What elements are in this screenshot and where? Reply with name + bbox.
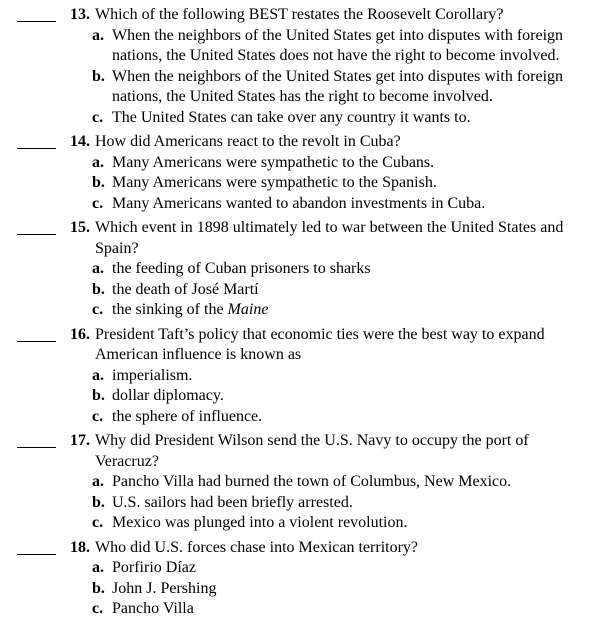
option-list: [0, 259, 603, 321]
option-letter: c.: [92, 301, 104, 318]
question-header: [0, 325, 603, 366]
option-text: U.S. sailors had been briefly arrested.: [112, 493, 353, 511]
option-c: [0, 599, 603, 620]
question-header: [0, 132, 603, 153]
option-text: When the neighbors of the United States get into disputes with foreign nations, the United States does not have the right to become involved.: [112, 26, 564, 64]
question-header: [0, 431, 603, 472]
question-13: [0, 5, 603, 128]
question-number: 17.: [70, 432, 90, 449]
answer-blank: [17, 21, 56, 22]
option-letter: c.: [92, 514, 104, 531]
question-number: 14.: [70, 133, 90, 150]
option-a: [0, 366, 603, 387]
option-text: imperialism.: [112, 366, 193, 384]
option-c: [0, 407, 603, 428]
option-b: [0, 67, 603, 108]
question-text: Which of the following BEST restates the Roosevelt Corollary?: [95, 6, 504, 23]
question-16: [0, 325, 603, 428]
option-letter: b.: [92, 493, 105, 511]
option-letter: a.: [92, 559, 104, 576]
option-letter: c.: [92, 600, 104, 617]
answer-blank: [17, 554, 56, 555]
ship-name: Maine: [227, 301, 269, 318]
option-a: [0, 259, 603, 280]
question-text: Who did U.S. forces chase into Mexican territory?: [95, 538, 419, 556]
question-text: President Taft’s policy that economic ties were the best way to expand American influence is known as: [95, 325, 545, 363]
question-number: 13.: [70, 6, 90, 23]
option-text: Porfirio Díaz: [112, 559, 196, 576]
option-letter: a.: [92, 26, 104, 44]
option-letter: c.: [92, 194, 104, 212]
option-text: Many Americans were sympathetic to the Cubans.: [112, 153, 435, 171]
question-18: [0, 538, 603, 620]
answer-blank: [17, 148, 56, 149]
option-c: [0, 108, 603, 129]
option-list: [0, 366, 603, 428]
question-header: [0, 538, 603, 559]
question-text: Why did President Wilson send the U.S. Navy to occupy the port of Veracruz?: [95, 432, 529, 470]
option-c: [0, 194, 603, 215]
option-b: [0, 493, 603, 514]
option-text: The United States can take over any country it wants to.: [112, 108, 471, 126]
question-15: [0, 218, 603, 321]
option-text: Many Americans wanted to abandon investments in Cuba.: [112, 194, 486, 212]
option-letter: a.: [92, 366, 104, 384]
option-text: the sphere of influence.: [112, 407, 263, 425]
question-number: 15.: [70, 219, 90, 236]
quiz-document: [0, 5, 603, 620]
option-letter: b.: [92, 387, 105, 404]
option-list: [0, 472, 603, 534]
option-c: [0, 513, 603, 534]
question-14: [0, 132, 603, 214]
question-header: [0, 5, 603, 26]
option-letter: c.: [92, 108, 104, 126]
option-b: [0, 386, 603, 407]
option-text: Pancho Villa: [112, 600, 194, 617]
option-text: [112, 300, 585, 321]
question-header: [0, 218, 603, 259]
option-c: [0, 300, 603, 321]
option-letter: b.: [92, 67, 105, 85]
answer-blank: [17, 234, 56, 235]
option-a: [0, 472, 603, 493]
option-letter: b.: [92, 579, 105, 597]
question-number: 16.: [70, 325, 90, 343]
option-text: Many Americans were sympathetic to the Spanish.: [112, 174, 437, 191]
option-a: [0, 558, 603, 579]
option-text: Pancho Villa had burned the town of Columbus, New Mexico.: [112, 473, 512, 490]
option-letter: b.: [92, 280, 105, 298]
option-text: When the neighbors of the United States get into disputes with foreign nations, the United States has the right to become involved.: [112, 67, 564, 105]
question-text: How did Americans react to the revolt in Cuba?: [95, 133, 401, 150]
question-number: 18.: [70, 538, 90, 556]
answer-blank: [17, 341, 56, 342]
answer-blank: [17, 447, 56, 448]
option-text-prefix: the sinking of the: [112, 301, 228, 318]
option-b: [0, 579, 603, 600]
option-b: [0, 280, 603, 301]
option-letter: c.: [92, 407, 104, 425]
question-text: Which event in 1898 ultimately led to war between the United States and Spain?: [95, 219, 564, 257]
option-text: the death of José Martí: [112, 280, 259, 298]
option-text: the feeding of Cuban prisoners to sharks: [112, 260, 371, 277]
option-text: dollar diplomacy.: [112, 387, 224, 404]
option-text: John J. Pershing: [112, 579, 217, 597]
option-list: [0, 153, 603, 215]
option-list: [0, 26, 603, 129]
option-letter: b.: [92, 174, 105, 191]
option-letter: a.: [92, 473, 104, 490]
option-text: Mexico was plunged into a violent revolution.: [112, 514, 408, 531]
option-a: [0, 153, 603, 174]
option-a: [0, 26, 603, 67]
option-list: [0, 558, 603, 620]
question-17: [0, 431, 603, 534]
option-letter: a.: [92, 153, 104, 171]
option-b: [0, 173, 603, 194]
option-letter: a.: [92, 260, 104, 277]
